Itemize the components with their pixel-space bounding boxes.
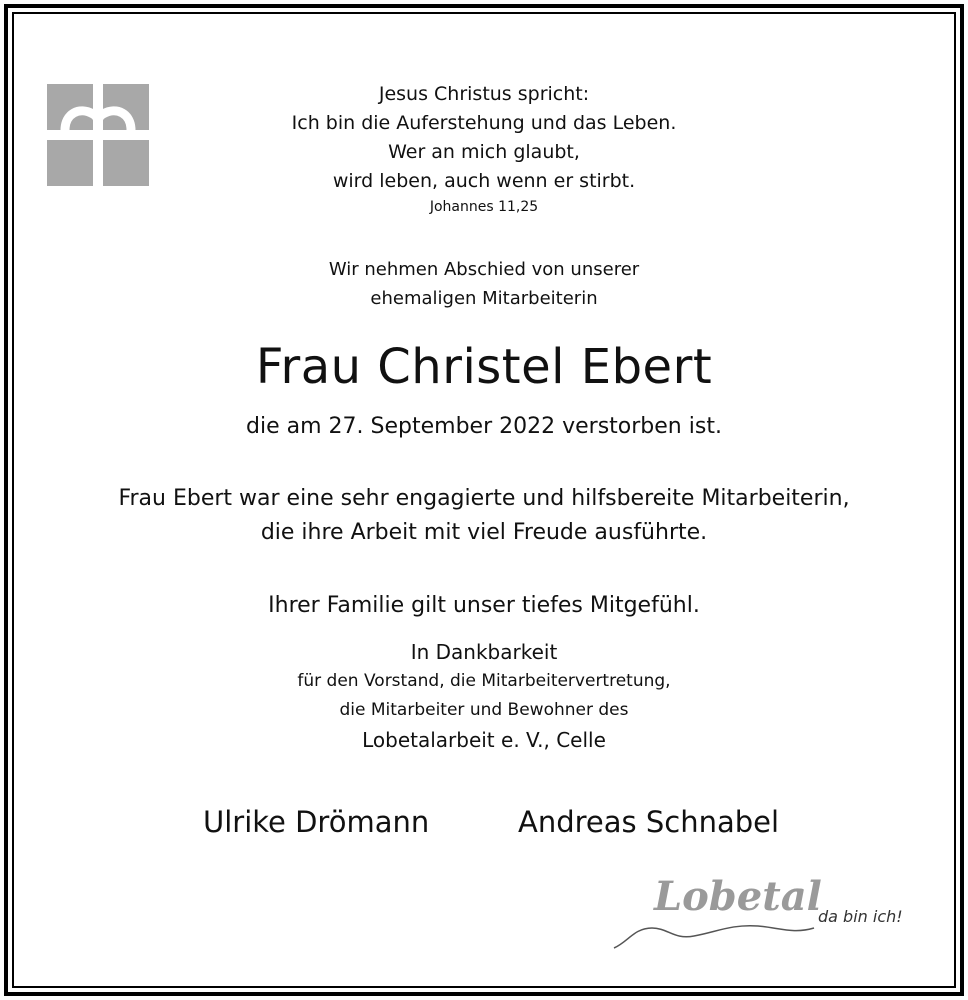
lobetal-logo <box>608 862 928 952</box>
verse-line-1: Jesus Christus spricht: <box>378 83 590 105</box>
gratitude-block <box>0 637 968 755</box>
signatory-2: Andreas Schnabel <box>518 805 780 839</box>
deceased-name: Frau Christel Ebert <box>255 339 713 395</box>
verse-line-3: Wer an mich glaubt, <box>388 141 580 163</box>
lobetal-slogan: da bin ich! <box>818 907 903 926</box>
lobetal-wordmark: Lobetal <box>654 873 822 920</box>
bible-verse <box>0 80 968 218</box>
tribute-line-1: Frau Ebert war eine sehr engagierte und hilfsbereite Mitarbeiterin, <box>118 486 850 511</box>
intro-line-1: Wir nehmen Abschied von unserer <box>328 259 640 280</box>
tribute-text <box>0 482 968 550</box>
verse-line-4: wird leben, auch wenn er stirbt. <box>332 170 636 192</box>
signatory-1: Ulrike Drömann <box>203 805 430 839</box>
intro-line-2: ehemaligen Mitarbeiterin <box>370 288 598 309</box>
organization-name: Lobetalarbeit e. V., Celle <box>362 728 606 752</box>
verse-reference: Johannes 11,25 <box>429 199 539 215</box>
verse-line-2: Ich bin die Auferstehung und das Leben. <box>291 112 677 134</box>
tribute-line-2: die ihre Arbeit mit viel Freude ausführte. <box>260 520 708 545</box>
gratitude-line-1: für den Vorstand, die Mitarbeitervertretung, <box>297 671 671 691</box>
farewell-intro <box>0 255 968 313</box>
condolence-text: Ihrer Familie gilt unser tiefes Mitgefühl. <box>268 593 700 618</box>
gratitude-line-2: die Mitarbeiter und Bewohner des <box>339 700 629 720</box>
gratitude-heading: In Dankbarkeit <box>410 640 558 664</box>
death-notice: die am 27. September 2022 verstorben ist. <box>246 414 722 439</box>
swoosh-line-icon <box>614 926 814 948</box>
